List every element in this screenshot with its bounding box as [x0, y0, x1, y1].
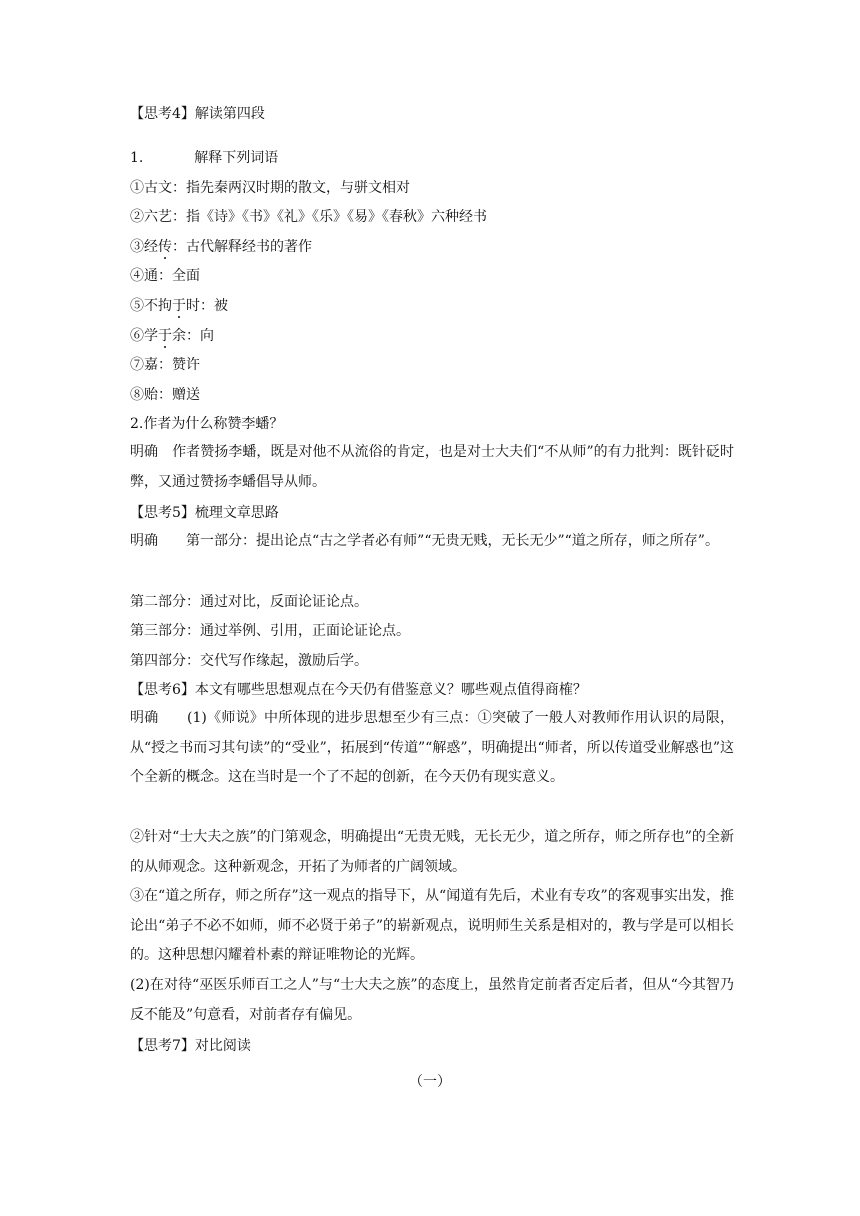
vocab-item-2: ②六艺：指《诗》《书》《礼》《乐》《易》《春秋》六种经书 [130, 209, 487, 225]
section-heading-6: 【思考6】本文有哪些思想观点在今天仍有借鉴意义？哪些观点值得商榷？ [130, 682, 587, 698]
emphasis-dot-char: 于 [158, 328, 172, 344]
emphasis-dot-char: 于 [172, 298, 186, 314]
question-1-title: 解释下列词语 [194, 150, 279, 166]
section-heading-4: 【思考4】解读第四段 [130, 106, 265, 122]
question-2: 2.作者为什么称赞李蟠？ [130, 416, 284, 432]
question-1-number: 1. [130, 150, 144, 166]
answer-6-point-4: (2)在对待“巫医乐师百工之人”与“士大夫之族”的态度上，虽然肯定前者否定后者，但从“今其智乃反不能及”句意看，对前者存有偏见。 [130, 977, 734, 1023]
vocab-item-5: ⑤不拘于时：被 [130, 298, 228, 314]
answer-5-part-2: 第二部分：通过对比，反面论证论点。 [130, 594, 368, 610]
emphasis-dot-char: 传 [158, 239, 172, 255]
answer-2: 明确 作者赞扬李蟠，既是对他不从流俗的肯定，也是对士大夫们“不从师”的有力批判：既针砭时弊，又通过赞扬李蟠倡导从师。 [130, 444, 734, 490]
section-heading-5: 【思考5】梳理文章思路 [130, 505, 279, 521]
answer-6-point-2: ②针对“士大夫之族”的门第观念，明确提出“无贵无贱，无长无少，道之所存，师之所存也”的全新的从师观念。这种新观念，开拓了为师者的广阔领域。 [130, 829, 734, 875]
subsection-number: （一） [409, 1074, 451, 1090]
vocab-item-1: ①古文：指先秦两汉时期的散文，与骈文相对 [130, 180, 410, 196]
answer-5-part-3: 第三部分：通过举例、引用，正面论证论点。 [130, 623, 410, 639]
section-heading-7: 【思考7】对比阅读 [130, 1038, 251, 1054]
vocab-item-7: ⑦嘉：赞许 [130, 357, 200, 373]
vocab-item-8: ⑧贻：赠送 [130, 387, 200, 403]
answer-5-part-1: 明确 第一部分：提出论点“古之学者必有师”“无贵无贱，无长无少”“道之所存，师之所存”。 [130, 533, 719, 549]
answer-6-point-3: ③在“道之所存，师之所存”这一观点的指导下，从“闻道有先后，术业有专攻”的客观事实出发，推论出“弟子不必不如师，师不必贤于弟子”的崭新观点，说明师生关系是相对的，教与学是可以相长的。这种思想闪耀着朴素的辩证唯物论的光辉。 [130, 888, 734, 964]
vocab-item-4: ④通：全面 [130, 268, 200, 284]
answer-6-point-1: 明确 (1)《师说》中所体现的进步思想至少有三点：①突破了一般人对教师作用认识的局限，从“授之书而习其句读”的“受业”，拓展到“传道”“解惑”，明确提出“师者，所以传道受业解惑也”这个全新的概念。这在当时是一个了不起的创新，在今天仍有现实意义。 [130, 710, 734, 786]
question-1 [130, 148, 278, 168]
vocab-item-6: ⑥学于余：向 [130, 328, 214, 344]
answer-5-part-4: 第四部分：交代写作缘起，激励后学。 [130, 653, 368, 669]
vocab-item-3: ③经传：古代解释经书的著作 [130, 239, 312, 255]
